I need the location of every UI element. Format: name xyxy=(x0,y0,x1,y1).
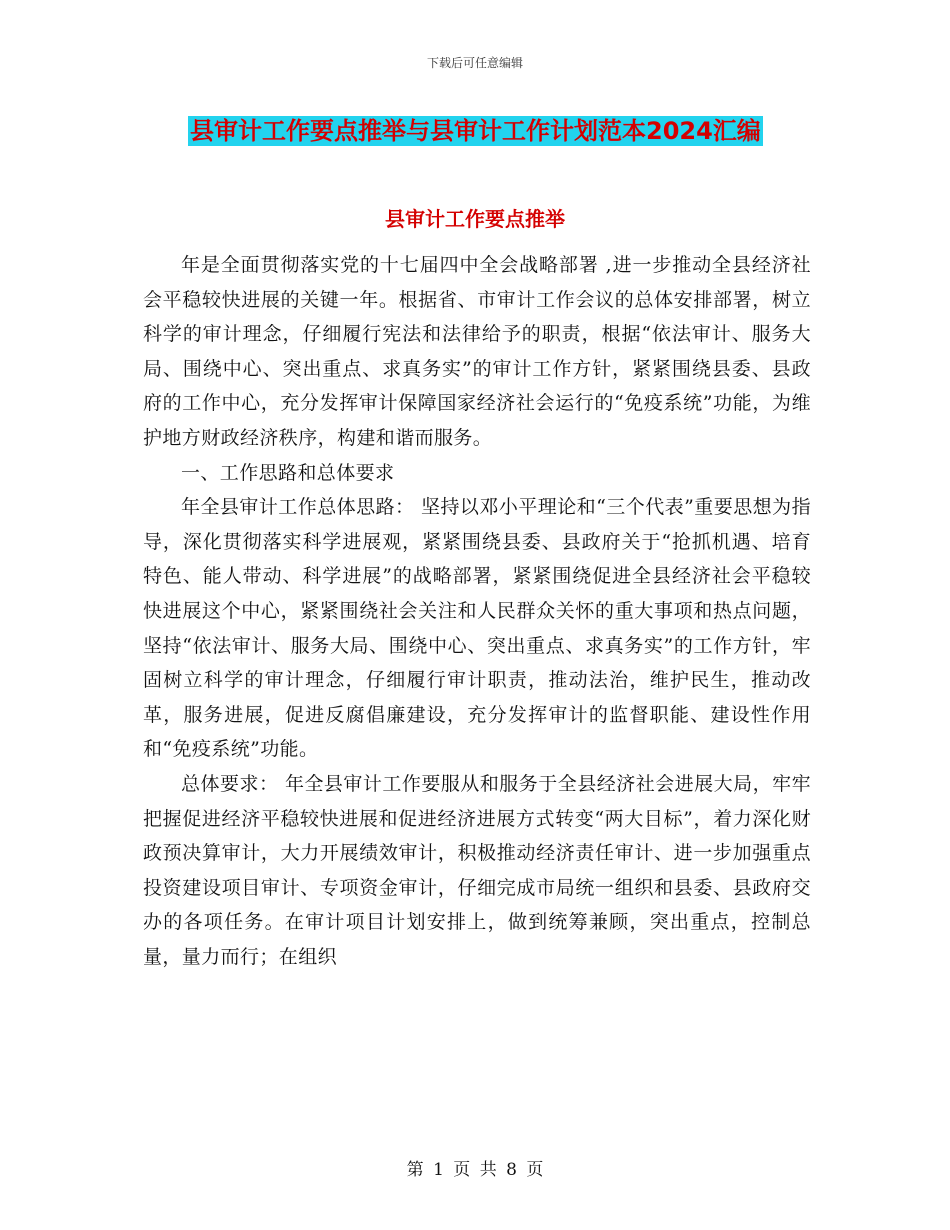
paragraph-overall-requirements: 总体要求： 年全县审计工作要服从和服务于全县经济社会进展大局，牢牢把握促进经济平稳较快进展和促进经济进展方式转变“两大目标”，着力深化财政预决算审计，大力开展绩效审计，积极推动经济责任审计、进一步加强重点投资建设项目审计、专项资金审计，仔细完成市局统一组织和县委、县政府交办的各项任务。在审计项目计划安排上，做到统筹兼顾，突出重点，控制总量，量力而行；在组织 xyxy=(143,772,811,968)
paragraph-intro: 年是全面贯彻落实党的十七届四中全会战略部署 ,进一步推动全县经济社会平稳较快进展的关键一年。根据省、市审计工作会议的总体安排部署，树立科学的审计理念，仔细履行宪法和法律给予的职责，根据“依法审计、服务大局、围绕中心、突出重点、求真务实”的审计工作方针，紧紧围绕县委、县政府的工作中心，充分发挥审计保障国家经济社会运行的“免疫系统”功能，为维护地方财政经济秩序，构建和谐而服务。 xyxy=(143,254,811,449)
document-title: 县审计工作要点推举与县审计工作计划范本2024汇编 xyxy=(190,117,761,145)
paragraph-heading-1: 一、工作思路和总体要求 xyxy=(181,461,395,484)
body-text xyxy=(143,248,811,974)
section-title: 县审计工作要点推举 xyxy=(385,207,565,231)
header-note: 下载后可任意编辑 xyxy=(426,56,523,70)
paragraph-overall-approach: 年全县审计工作总体思路： 坚持以邓小平理论和“三个代表”重要思想为指导，深化贯彻落实科学进展观，紧紧围绕县委、县政府关于“抢抓机遇、培育特色、能人带动、科学进展”的战略部署，紧紧围绕促进全县经济社会平稳较快进展这个中心，紧紧围绕社会关注和人民群众关怀的重大事项和热点问题，坚持“依法审计、服务大局、围绕中心、突出重点、求真务实”的工作方针，牢固树立科学的审计理念，仔细履行审计职责，推动法治，维护民生，推动改革，服务进展，促进反腐倡廉建设，充分发挥审计的监督职能、建设性作用和“免疫系统”功能。 xyxy=(143,496,811,761)
page-footer: 第 1 页 共 8 页 xyxy=(406,1160,544,1180)
